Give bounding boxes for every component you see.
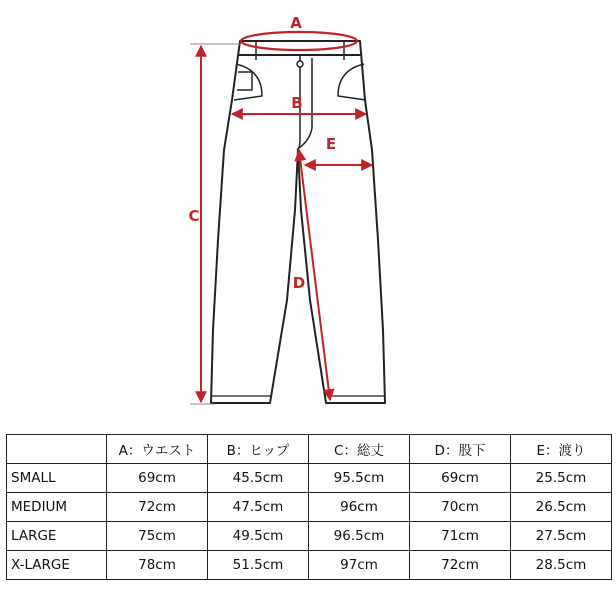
table-row: [7, 464, 612, 493]
table-cell: 69cm: [410, 464, 511, 493]
label-e: E: [325, 135, 337, 153]
table-cell: 96cm: [309, 493, 410, 522]
waist-button: [297, 61, 303, 67]
header-inseam: D：股下: [410, 435, 511, 464]
table-cell: 27.5cm: [511, 522, 612, 551]
table-cell: 70cm: [410, 493, 511, 522]
header-waist: A：ウエスト: [107, 435, 208, 464]
table-header-row: [7, 435, 612, 464]
header-corner-cell: [7, 435, 107, 464]
size-name-cell: LARGE: [7, 522, 107, 551]
table-cell: 71cm: [410, 522, 511, 551]
label-d: D: [292, 274, 306, 292]
table-row: [7, 522, 612, 551]
table-cell: 47.5cm: [208, 493, 309, 522]
size-name-cell: MEDIUM: [7, 493, 107, 522]
label-a: A: [290, 14, 302, 32]
table-cell: 72cm: [410, 551, 511, 580]
size-name-cell: X-LARGE: [7, 551, 107, 580]
size-table: [6, 434, 612, 580]
table-cell: 69cm: [107, 464, 208, 493]
table-cell: 72cm: [107, 493, 208, 522]
table-row: [7, 551, 612, 580]
table-cell: 49.5cm: [208, 522, 309, 551]
table-cell: 45.5cm: [208, 464, 309, 493]
header-total-length: C：総丈: [309, 435, 410, 464]
table-cell: 96.5cm: [309, 522, 410, 551]
table-row: [7, 493, 612, 522]
label-c: C: [188, 207, 200, 225]
table-cell: 78cm: [107, 551, 208, 580]
table-cell: 26.5cm: [511, 493, 612, 522]
size-name-cell: SMALL: [7, 464, 107, 493]
table-cell: 97cm: [309, 551, 410, 580]
table-cell: 95.5cm: [309, 464, 410, 493]
label-b: B: [291, 94, 303, 112]
table-cell: 25.5cm: [511, 464, 612, 493]
table-cell: 28.5cm: [511, 551, 612, 580]
header-hip: B：ヒップ: [208, 435, 309, 464]
header-thigh: E：渡り: [511, 435, 612, 464]
table-cell: 75cm: [107, 522, 208, 551]
table-cell: 51.5cm: [208, 551, 309, 580]
